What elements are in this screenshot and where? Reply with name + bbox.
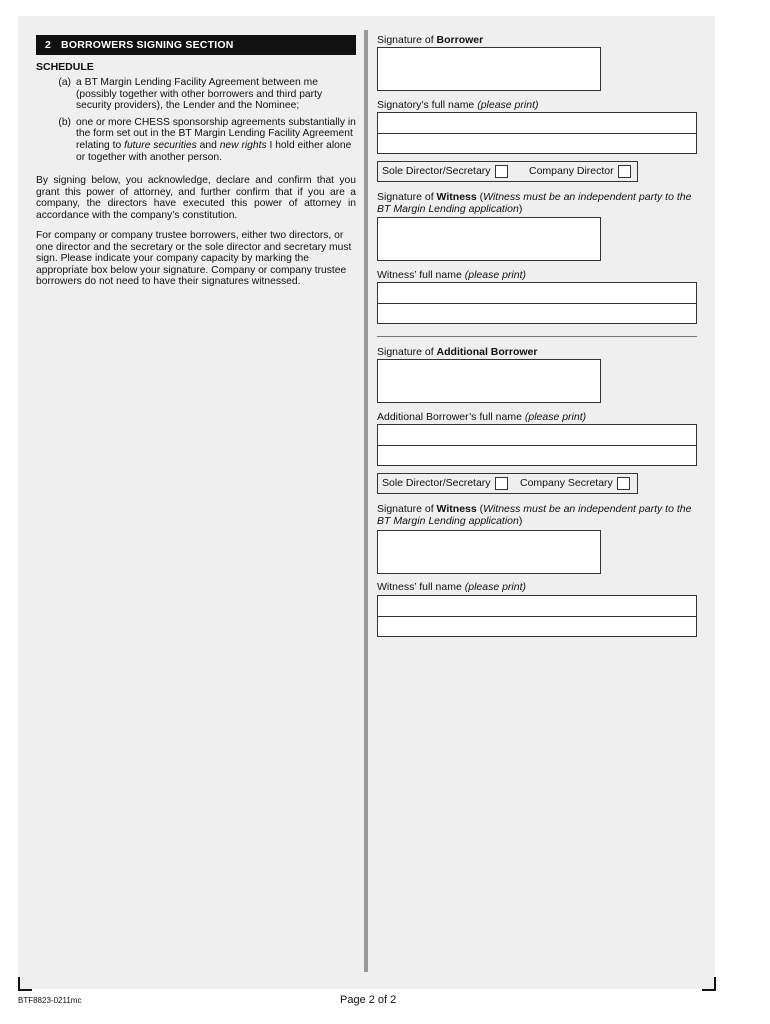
label-text: Signature of (377, 503, 437, 515)
list-item (36, 77, 356, 112)
witness-signature-box[interactable] (377, 530, 601, 574)
crop-mark-icon (18, 977, 32, 991)
schedule-heading: SCHEDULE (36, 61, 94, 73)
schedule-list (36, 77, 356, 168)
capacity-label: Company Director (529, 165, 614, 177)
label-text: ( (476, 191, 484, 203)
witness-name-label (377, 581, 707, 593)
label-text: ) (518, 203, 523, 215)
section-title: BORROWERS SIGNING SECTION (61, 39, 234, 51)
capacity-option (382, 474, 508, 493)
list-text-part: I hold either alone or together with another person. (76, 139, 352, 163)
label-text: Witness’ full name (377, 581, 465, 593)
list-text: a BT Margin Lending Facility Agreement between me (possibly together with other borrowers and third party security providers), the Lender and the Nominee; (76, 77, 323, 112)
witness-name-field[interactable] (377, 595, 697, 637)
company-director-checkbox[interactable] (618, 165, 631, 178)
label-italic: (please print) (477, 99, 539, 111)
list-item (36, 117, 356, 163)
section-separator (377, 336, 697, 337)
section-number: 2 (45, 39, 52, 51)
label-text: Signature of (377, 191, 437, 203)
field-divider (378, 616, 696, 617)
field-divider (378, 133, 696, 134)
list-text-part: and (196, 139, 220, 151)
witness-name-label (377, 269, 707, 281)
acknowledgement-paragraph: By signing below, you acknowledge, declare and confirm that you grant this power of attorney, and further confirm that if you are a company, the directors have executed this power of attorney in accordance with the company’s constitution. (36, 175, 356, 221)
form-code: BTF8823-0211mc (18, 996, 82, 1005)
label-italic: Witness must be an independent party to the BT Margin Lending application (377, 503, 692, 527)
list-text (76, 117, 356, 163)
label-italic: Witness must be an independent party to the BT Margin Lending application (377, 191, 692, 215)
capacity-option (382, 162, 508, 181)
section-header (36, 35, 356, 55)
additional-borrower-signature-box[interactable] (377, 359, 601, 403)
label-bold: Additional Borrower (436, 346, 538, 358)
capacity-label: Sole Director/Secretary (382, 477, 491, 489)
witness-signature-label (377, 503, 707, 527)
list-text-emphasis: future securities (124, 139, 197, 151)
label-text: Additional Borrower’s full name (377, 411, 525, 423)
label-text: Witness’ full name (377, 269, 465, 281)
sole-director-checkbox[interactable] (495, 165, 508, 178)
list-text-part: one or more CHESS sponsorship agreements substantially in the form set out in the BT Margin Lending Facility Agreement relating to (76, 116, 356, 151)
field-divider (378, 303, 696, 304)
borrower-signature-box[interactable] (377, 47, 601, 91)
company-instructions-paragraph: For company or company trustee borrowers, either two directors, or one director and the secretary or the sole director and secretary must sign. Please indicate your company capacity by marking the appropriate box below your signature. Company or company trustee borrowers do not need to have their signatures witnessed. (36, 230, 352, 288)
list-text-emphasis: new rights (219, 139, 267, 151)
additional-borrower-name-label (377, 411, 707, 423)
company-secretary-checkbox[interactable] (617, 477, 630, 490)
label-bold: Witness (436, 191, 477, 203)
additional-borrower-name-field[interactable] (377, 424, 697, 466)
label-bold: Witness (436, 503, 477, 515)
witness-signature-box[interactable] (377, 217, 601, 261)
borrower-name-label (377, 99, 707, 111)
label-text: ) (518, 515, 523, 527)
label-text: ( (476, 503, 484, 515)
borrower-capacity-options (377, 161, 638, 182)
label-text: Signature of (377, 34, 437, 46)
field-divider (378, 445, 696, 446)
capacity-option (520, 474, 630, 493)
label-bold: Borrower (436, 34, 484, 46)
capacity-label: Sole Director/Secretary (382, 165, 491, 177)
crop-mark-icon (702, 977, 716, 991)
borrower-signature-label (377, 34, 707, 46)
borrower-name-field[interactable] (377, 112, 697, 154)
list-marker: (a) (58, 77, 71, 88)
witness-signature-label (377, 191, 707, 215)
label-text: Signatory’s full name (377, 99, 478, 111)
capacity-label: Company Secretary (520, 477, 613, 489)
page-number: Page 2 of 2 (340, 994, 397, 1006)
sole-director-checkbox[interactable] (495, 477, 508, 490)
additional-borrower-capacity-options (377, 473, 638, 494)
label-italic: (please print) (464, 269, 527, 281)
list-marker: (b) (58, 116, 71, 128)
label-italic: (please print) (524, 411, 587, 423)
label-text: Signature of (377, 346, 437, 358)
additional-borrower-signature-label (377, 346, 707, 358)
capacity-option (529, 162, 631, 181)
label-italic: (please print) (464, 581, 527, 593)
witness-name-field[interactable] (377, 282, 697, 324)
column-divider (364, 30, 368, 972)
